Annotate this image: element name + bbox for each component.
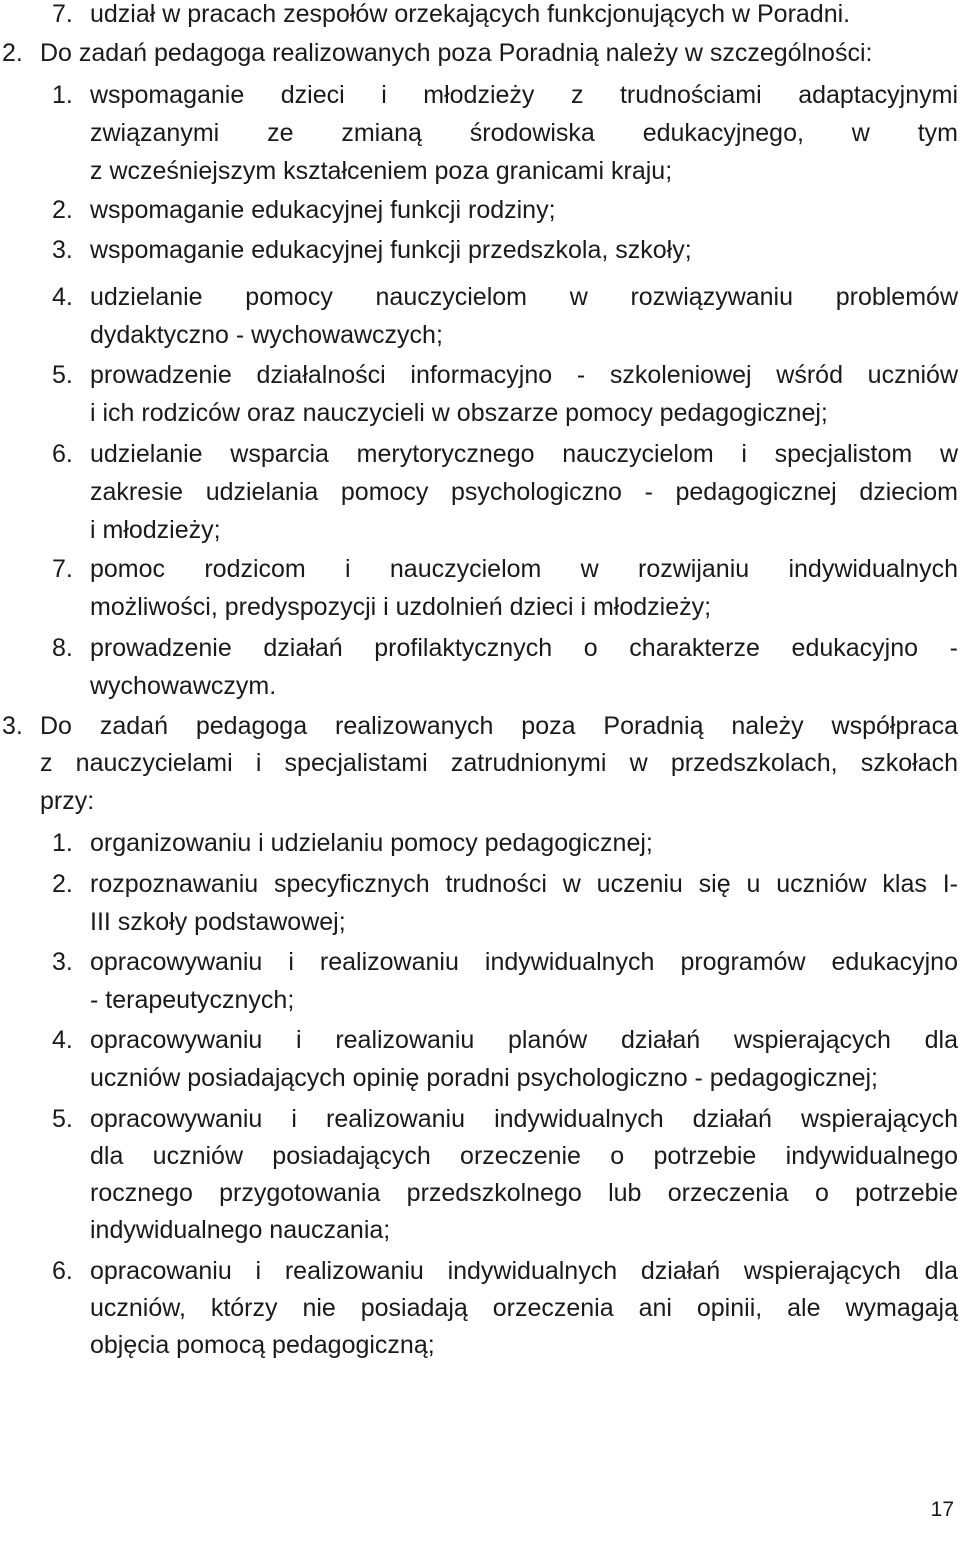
list-item-number: 4.	[52, 1026, 73, 1054]
list-item-number: 3.	[52, 948, 73, 976]
list-item-number: 6.	[52, 440, 73, 468]
list-item-line: opracowywaniu i realizowaniu indywidualnych działań wspierających	[90, 1105, 958, 1133]
list-item-line: opracowywaniu i realizowaniu indywidualnych programów edukacyjno	[90, 948, 958, 976]
list-item-number: 1.	[52, 81, 73, 109]
list-item-line: udzielanie pomocy nauczycielom w rozwiązywaniu problemów	[90, 283, 958, 311]
section-heading: Do zadań pedagoga realizowanych poza Poradnią należy w szczególności:	[40, 39, 873, 67]
list-item-line: rocznego przygotowania przedszkolnego lub orzeczenia o potrzebie	[90, 1179, 958, 1207]
list-item-line: dydaktyczno - wychowawczych;	[90, 321, 443, 349]
list-item-line: prowadzenie działalności informacyjno - szkoleniowej wśród uczniów	[90, 361, 958, 389]
list-item-number: 1.	[52, 829, 73, 857]
list-item-line: z wcześniejszym kształceniem poza granicami kraju;	[90, 157, 673, 185]
list-item-number: 4.	[52, 283, 73, 311]
section-number: 2.	[2, 39, 23, 67]
section-heading-line: Do zadań pedagoga realizowanych poza Poradnią należy współpraca	[40, 712, 958, 740]
list-item-number: 6.	[52, 1257, 73, 1285]
list-item-line: związanymi ze zmianą środowiska edukacyjnego, w tym	[90, 119, 958, 147]
list-item-line: wychowawczym.	[90, 672, 277, 700]
list-item-line: i ich rodziców oraz nauczycieli w obszarze pomocy pedagogicznej;	[90, 399, 828, 427]
list-item-line: udzielanie wsparcia merytorycznego nauczycielom i specjalistom w	[90, 440, 958, 468]
list-item-number: 8.	[52, 634, 73, 662]
list-item-line: III szkoły podstawowej;	[90, 908, 346, 936]
list-item-number: 2.	[52, 870, 73, 898]
list-item-line: uczniów posiadających opinię poradni psychologiczno - pedagogicznej;	[90, 1064, 879, 1092]
list-item-line: rozpoznawaniu specyficznych trudności w uczeniu się u uczniów klas I-	[90, 870, 958, 898]
section-number: 3.	[2, 712, 23, 740]
list-item-line: i młodzieży;	[90, 516, 221, 544]
list-item-text: udział w pracach zespołów orzekających funkcjonujących w Poradni.	[90, 0, 851, 28]
list-item-line: dla uczniów posiadających orzeczenie o potrzebie indywidualnego	[90, 1142, 958, 1170]
list-item-line: wspomaganie edukacyjnej funkcji przedszkola, szkoły;	[90, 236, 692, 264]
list-item-number: 3.	[52, 236, 73, 264]
list-item-number: 7.	[52, 0, 73, 28]
page-number: 17	[930, 1498, 954, 1521]
section-heading-line: przy:	[40, 787, 95, 815]
list-item-line: uczniów, którzy nie posiadają orzeczenia ani opinii, ale wymagają	[90, 1294, 958, 1322]
list-item-number: 7.	[52, 555, 73, 583]
list-item-line: opracowaniu i realizowaniu indywidualnych działań wspierających dla	[90, 1257, 958, 1285]
list-item-line: wspomaganie dzieci i młodzieży z trudnościami adaptacyjnymi	[90, 81, 958, 109]
section-heading-line: z nauczycielami i specjalistami zatrudnionymi w przedszkolach, szkołach	[40, 749, 958, 777]
list-item-line: możliwości, predyspozycji i uzdolnień dzieci i młodzieży;	[90, 593, 712, 621]
list-item-line: organizowaniu i udzielaniu pomocy pedagogicznej;	[90, 829, 653, 857]
list-item-line: opracowywaniu i realizowaniu planów działań wspierających dla	[90, 1026, 958, 1054]
list-item-line: wspomaganie edukacyjnej funkcji rodziny;	[90, 196, 556, 224]
list-item-number: 5.	[52, 1105, 73, 1133]
list-item-line: objęcia pomocą pedagogiczną;	[90, 1331, 435, 1359]
list-item-line: zakresie udzielania pomocy psychologiczno - pedagogicznej dzieciom	[90, 478, 958, 506]
list-item-line: indywidualnego nauczania;	[90, 1216, 391, 1244]
list-item-number: 2.	[52, 196, 73, 224]
list-item-line: prowadzenie działań profilaktycznych o charakterze edukacyjno -	[90, 634, 958, 662]
list-item-number: 5.	[52, 361, 73, 389]
list-item-line: pomoc rodzicom i nauczycielom w rozwijaniu indywidualnych	[90, 555, 958, 583]
list-item-line: - terapeutycznych;	[90, 986, 295, 1014]
